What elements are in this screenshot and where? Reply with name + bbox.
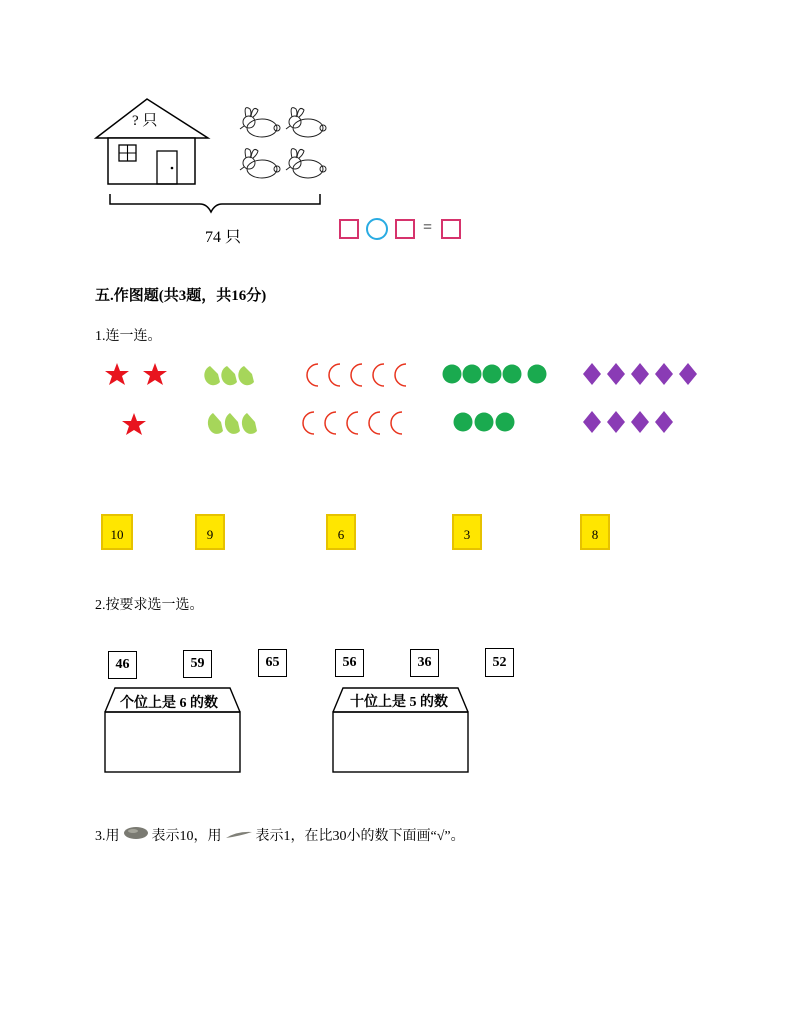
diamonds-row1 [583,363,697,385]
number-card[interactable]: 10 [101,514,133,550]
number-card[interactable]: 9 [195,514,225,550]
number-tile[interactable]: 59 [183,650,212,678]
diamond-icon [607,363,625,385]
equation-operator-circle[interactable] [366,218,388,240]
dot-icon [454,413,473,432]
star-icon [143,363,167,385]
crescent-icon [395,364,406,386]
crescent-icon [373,364,384,386]
sorting-box-left-label: 个位上是 6 的数 [120,696,218,711]
crescent-icon [347,412,358,434]
diamond-icon [631,363,649,385]
dot-icon [503,365,522,384]
crescent-icon [369,412,380,434]
diamond-icon [631,411,649,433]
diamond-icon [583,363,601,385]
number-tile[interactable]: 65 [258,649,287,677]
crescent-row1 [307,364,406,386]
leaf-icon [208,413,223,434]
total-brace [110,194,320,212]
leaf-icon [238,366,254,385]
dot-icon [483,365,502,384]
dots-row1 [443,365,547,384]
diamond-icon [655,363,673,385]
leaf-icon [242,413,257,434]
q1-title: 1.连一连。 [95,329,162,344]
total-label: 74 只 [205,229,242,246]
equation-box-2[interactable] [395,219,415,239]
number-tile[interactable]: 36 [410,649,439,677]
stone-icon [123,826,149,840]
dot-icon [475,413,494,432]
section-heading: 五.作图题(共3题，共16分) [95,288,267,304]
rabbit-icon [286,149,326,178]
crescent-icon [329,364,340,386]
dot-icon [496,413,515,432]
dot-icon [463,365,482,384]
crescent-icon [391,412,402,434]
equals-sign: = [423,219,433,236]
diamond-icon [607,411,625,433]
q3-prefix: 3.用 [95,829,120,844]
crescent-icon [307,364,318,386]
diamond-icon [655,411,673,433]
q3-text [95,825,465,845]
star-icon [105,363,129,385]
dot-icon [528,365,547,384]
star-icon [122,413,146,435]
leaf-icon [204,366,220,385]
crescent-icon [303,412,314,434]
dot-icon [443,365,462,384]
rabbit-icon [240,108,280,137]
equation-box-3[interactable] [441,219,461,239]
diamond-icon [679,363,697,385]
crescent-icon [351,364,362,386]
stick-icon [225,830,253,840]
leaf-icon [221,366,237,385]
diamond-icon [583,411,601,433]
equation-box-1[interactable] [339,219,359,239]
number-card[interactable]: 8 [580,514,610,550]
leaf-shapes-row2 [208,413,257,434]
number-card[interactable]: 3 [452,514,482,550]
leaf-shapes-row1 [204,366,254,385]
number-card[interactable]: 6 [326,514,356,550]
diamonds-row2 [583,411,673,433]
number-tile[interactable]: 52 [485,648,514,677]
rabbit-icon [286,108,326,137]
leaf-icon [225,413,240,434]
house-roof-label: ? 只 [132,113,158,129]
sorting-box-left[interactable] [106,713,239,771]
matching-shapes [100,358,700,438]
crescent-icon [325,412,336,434]
q3-mid: 表示10，用 [151,829,222,844]
number-tile[interactable]: 56 [335,649,364,677]
crescent-row2 [303,412,402,434]
number-tile[interactable]: 46 [108,651,137,679]
rabbit-icon [240,149,280,178]
dots-row2 [454,413,515,432]
sorting-box-right-label: 十位上是 5 的数 [350,695,448,710]
q2-title: 2.按要求选一选。 [95,598,204,613]
q3-suffix: 表示1，在比30小的数下面画“√”。 [255,829,465,844]
sorting-box-right[interactable] [334,713,467,771]
